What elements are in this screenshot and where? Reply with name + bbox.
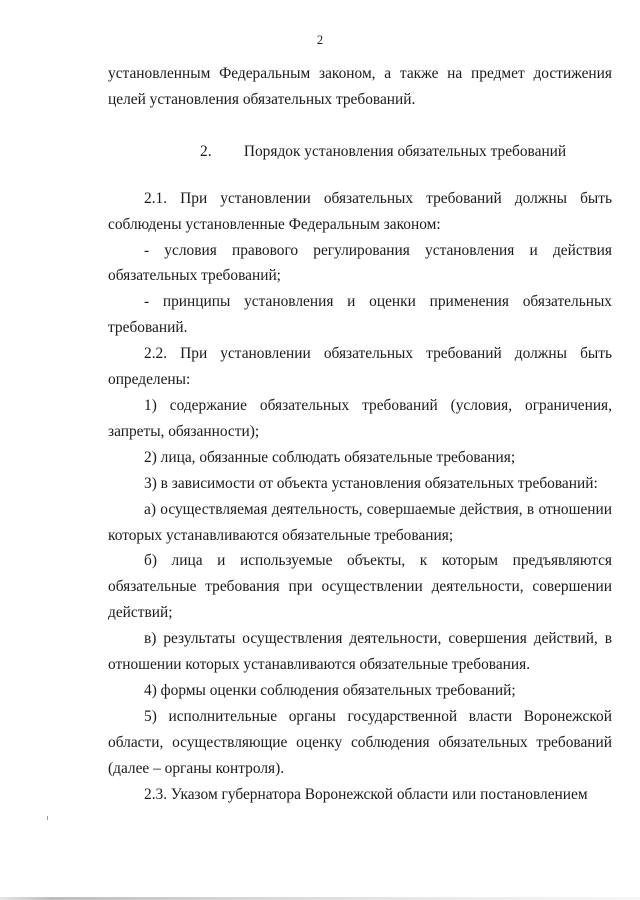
list-item-3a: а) осуществляемая деятельность, совершаемые действия, в отношении которых устанавливаются обязательные требования; [108,500,612,544]
list-item-2: 2) лица, обязанные соблюдать обязательные требования; [144,448,516,466]
scan-mark [47,816,48,820]
list-item-4: 4) формы оценки соблюдения обязательных требований; [144,681,516,699]
paragraph-2-1: 2.1. При установлении обязательных требований должны быть соблюдены установленные Федеральным законом: [108,189,612,233]
paragraph-continuation: установленным Федеральным законом, а также на предмет достижения целей установления обязательных требований. [108,65,612,108]
list-item-3: 3) в зависимости от объекта установления обязательных требований: [144,474,598,492]
section-heading [108,139,612,165]
list-item-5: 5) исполнительные органы государственной власти Воронежской области, осуществляющие оценку соблюдения обязательных требований (далее – органы контроля). [108,707,612,777]
page-number: 2 [316,33,324,47]
list-item-3v: в) результаты осуществления деятельности, совершения действий, в отношении которых устанавливаются обязательные требования. [108,630,612,674]
document-body [108,61,612,807]
paragraph-2-3: 2.3. Указом губернатора Воронежской области или постановлением [144,785,588,803]
list-item-1: 1) содержание обязательных требований (условия, ограничения, запреты, обязанности); [108,396,612,440]
section-title: Порядок установления обязательных требований [243,142,567,160]
list-item-principles: - принципы установления и оценки применения обязательных требований. [108,293,612,337]
section-number: 2. [200,142,212,160]
list-item-conditions: - условия правового регулирования установления и действия обязательных требований; [108,241,612,285]
paragraph-2-2: 2.2. При установлении обязательных требований должны быть определены: [108,345,612,389]
list-item-3b: б) лица и используемые объекты, к которым предъявляются обязательные требования при осуществлении деятельности, совершении действий; [108,552,612,622]
